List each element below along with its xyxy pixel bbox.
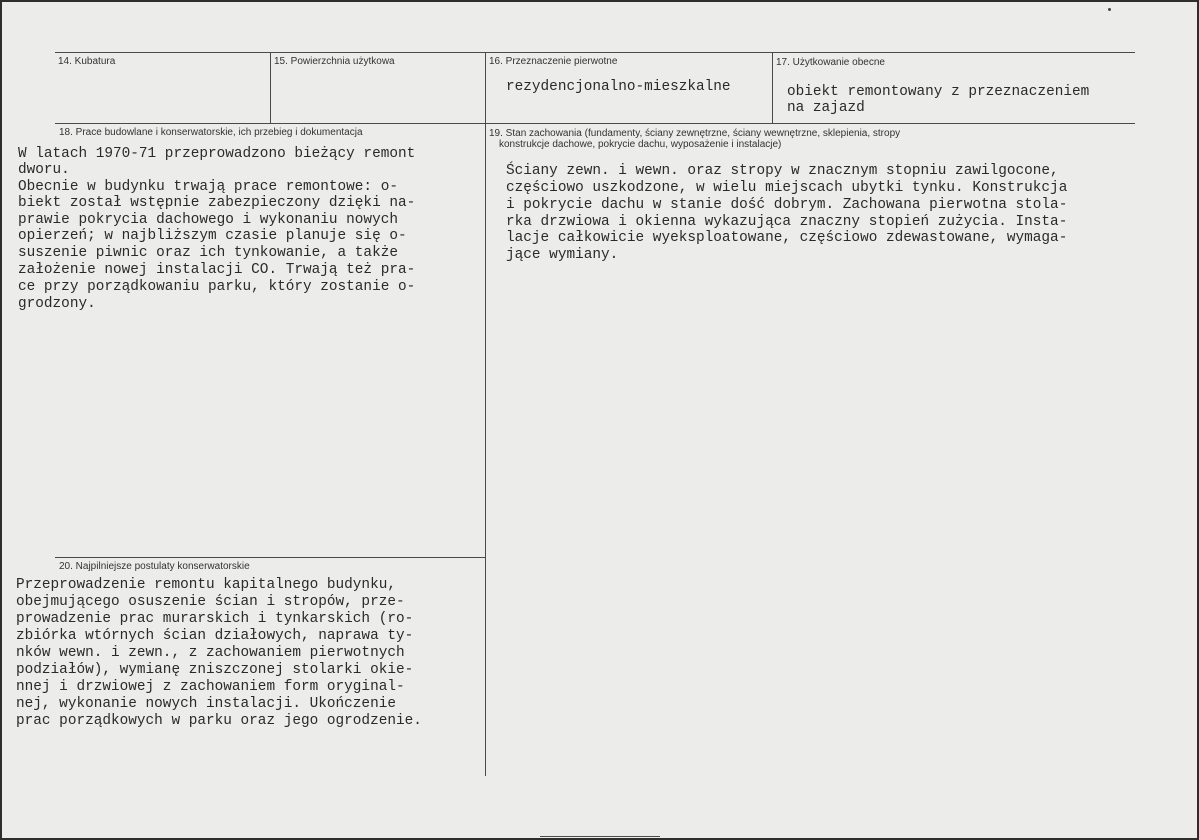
text-line: na zajazd bbox=[787, 100, 865, 116]
text-line: nnej i drzwiowej z zachowaniem form oryginal- bbox=[16, 679, 405, 695]
divider-16-17 bbox=[772, 52, 773, 123]
text-line: podziałów), wymianę zniszczonej stolarki okie- bbox=[16, 662, 414, 678]
corner-mark bbox=[1108, 8, 1111, 11]
text-line: i pokrycie dachu w stanie dość dobrym. Zachowana pierwotna stola- bbox=[506, 197, 1068, 213]
text-line: biekt został wstępnie zabezpieczony dzięki na- bbox=[18, 195, 416, 211]
text-line: opierzeń; w najbliższym czasie planuje się o- bbox=[18, 228, 407, 244]
value-przeznaczenie-pierwotne: rezydencjonalno-mieszkalne bbox=[506, 79, 731, 95]
text-line: Ściany zewn. i wewn. oraz stropy w znacznym stopniu zawilgocone, bbox=[506, 163, 1059, 179]
text-line: lacje całkowicie wyeksploatowane, częściowo zdewastowane, wymaga- bbox=[506, 230, 1068, 246]
text-line: rka drzwiowa i okienna wykazująca znaczny stopień zużycia. Insta- bbox=[506, 214, 1068, 230]
label-powierzchnia: 15. Powierzchnia użytkowa bbox=[274, 56, 395, 67]
text-line: prowadzenie prac murarskich i tynkarskich (ro- bbox=[16, 611, 414, 627]
label-stan-zachowania-1: 19. Stan zachowania (fundamenty, ściany zewnętrzne, ściany wewnętrzne, sklepienia, stropy bbox=[489, 128, 901, 139]
divider-14-15 bbox=[270, 52, 271, 123]
divider-15-16 bbox=[485, 52, 486, 776]
label-prace-budowlane: 18. Prace budowlane i konserwatorskie, ich przebieg i dokumentacja bbox=[59, 127, 363, 138]
row1-bottom-rule bbox=[55, 123, 1135, 124]
text-line: obejmującego osuszenie ścian i stropów, prze- bbox=[16, 594, 405, 610]
text-line: prac porządkowych w parku oraz jego ogrodzenie. bbox=[16, 713, 422, 729]
text-line: obiekt remontowany z przeznaczeniem bbox=[787, 84, 1090, 100]
text-line: W latach 1970-71 przeprowadzono bieżący remont bbox=[18, 146, 416, 162]
text-line: ce przy porządkowaniu parku, który zostanie o- bbox=[18, 279, 416, 295]
text-line: nków wewn. i zewn., z zachowaniem pierwotnych bbox=[16, 645, 405, 661]
top-rule bbox=[55, 52, 1135, 53]
text-line: grodzony. bbox=[18, 296, 96, 312]
text-line: jące wymiany. bbox=[506, 247, 619, 263]
label-przeznaczenie-pierwotne: 16. Przeznaczenie pierwotne bbox=[489, 56, 618, 67]
bottom-tick bbox=[540, 836, 660, 837]
section20-top-rule bbox=[55, 557, 486, 558]
text-line: częściowo uszkodzone, w wielu miejscach ubytki tynku. Konstrukcja bbox=[506, 180, 1068, 196]
text-line: Obecnie w budynku trwają prace remontowe: o- bbox=[18, 179, 398, 195]
label-uzytkowanie-obecne: 17. Użytkowanie obecne bbox=[776, 57, 885, 68]
text-line: suszenie piwnic oraz ich tynkowanie, a także bbox=[18, 245, 398, 261]
text-line: dworu. bbox=[18, 162, 70, 178]
text-line: Przeprowadzenie remontu kapitalnego budynku, bbox=[16, 577, 396, 593]
text-line: zbiórka wtórnych ścian działowych, naprawa ty- bbox=[16, 628, 414, 644]
label-stan-zachowania-2: konstrukcje dachowe, pokrycie dachu, wyposażenie i instalacje) bbox=[499, 139, 782, 150]
text-line: nej, wykonanie nowych instalacji. Ukończenie bbox=[16, 696, 396, 712]
text-line: prawie pokrycia dachowego i wykonaniu nowych bbox=[18, 212, 398, 228]
label-postulaty: 20. Najpilniejsze postulaty konserwatorskie bbox=[59, 561, 250, 572]
label-kubatura: 14. Kubatura bbox=[58, 56, 116, 67]
text-line: założenie nowej instalacji CO. Trwają też pra- bbox=[18, 262, 416, 278]
